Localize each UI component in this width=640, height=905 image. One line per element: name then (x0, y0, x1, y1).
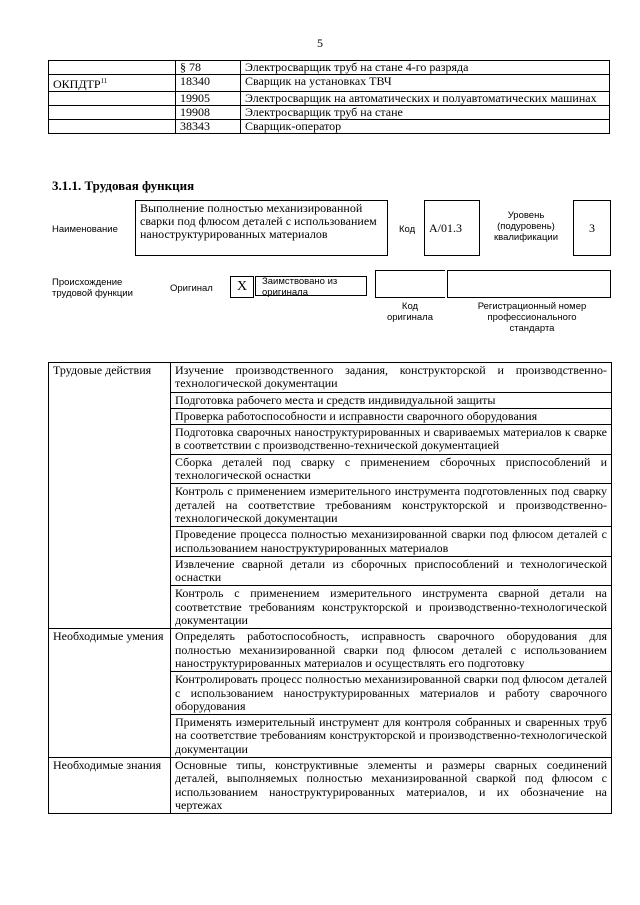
okpdtr-name: Электросварщик труб на стане 4-го разряда (241, 61, 610, 75)
table-row (49, 92, 610, 106)
okpdtr-label: ОКПДТР (53, 77, 101, 91)
function-code-box: A/01.3 (424, 200, 480, 256)
function-name-box: Выполнение полностью механизированной сварки под флюсом деталей с использованием наноструктурированных материалов (135, 200, 388, 256)
okpdtr-code: 19905 (176, 92, 241, 106)
function-content-table (48, 362, 612, 814)
list-item: Контроль с применением измерительного инструмента сварной детали на соответствие требованиям конструкторской и производственно-технологической документации (171, 586, 612, 629)
list-item: Проведение процесса полностью механизированной сварки под флюсом деталей с использованием наноструктурированных материалов (171, 527, 612, 557)
page-number: 5 (317, 36, 323, 50)
list-item: Основные типы, конструктивные элементы и размеры сварных соединений деталей, выполняемых полностью механизированной сваркой под флюсом с использованием наноструктурированных материалов, и их обозначение на чертежах (171, 758, 612, 814)
table-row (49, 106, 610, 120)
okpdtr-label-cell (49, 92, 176, 106)
table-row (49, 120, 610, 134)
list-item: Контроль с применением измерительного инструмента подготовленных под сварку деталей на соответствие требованиям конструкторской и производственно-технологической документации (171, 484, 612, 527)
level-label: Уровень (подуровень) квалификации (493, 210, 559, 243)
okpdtr-code: 38343 (176, 120, 241, 134)
okpdtr-label-cell (49, 75, 176, 92)
original-mark: X (230, 276, 254, 298)
code-original-box (375, 270, 445, 298)
level-box: 3 (573, 200, 611, 256)
list-item: Контролировать процесс полностью механизированной сварки под флюсом деталей с использованием наноструктурированных материалов и работу сварочного оборудования (171, 672, 612, 715)
okpdtr-code: 19908 (176, 106, 241, 120)
origin-label: Происхождение трудовой функции (52, 277, 133, 299)
category-cell: Необходимые знания (49, 758, 171, 814)
okpdtr-footnote: 11 (100, 77, 108, 85)
table-row (49, 629, 612, 672)
okpdtr-code: 18340 (176, 75, 241, 92)
table-row (49, 363, 612, 393)
category-cell: Необходимые умения (49, 629, 171, 758)
list-item: Проверка работоспособности и исправности сварочного оборудования (171, 408, 612, 424)
category-cell: Трудовые действия (49, 363, 171, 629)
okpdtr-name: Электросварщик на автоматических и полуавтоматических машинах (241, 92, 610, 106)
original-label: Оригинал (170, 283, 213, 294)
name-label: Наименование (52, 224, 118, 235)
okpdtr-table (48, 60, 610, 134)
list-item: Подготовка сварочных наноструктурированных и свариваемых материалов к сварке в соответствии с производственно-технической документацией (171, 425, 612, 455)
okpdtr-code: § 78 (176, 61, 241, 75)
reg-number-label: Регистрационный номер профессионального стандарта (477, 301, 587, 334)
okpdtr-name: Сварщик на установках ТВЧ (241, 75, 610, 92)
table-row (49, 61, 610, 75)
reg-number-box (447, 270, 611, 298)
okpdtr-name: Электросварщик труб на стане (241, 106, 610, 120)
okpdtr-label-cell (49, 61, 176, 75)
list-item: Извлечение сварной детали из сборочных приспособлений и технологической оснастки (171, 556, 612, 586)
okpdtr-label-cell (49, 120, 176, 134)
code-label: Код (399, 224, 416, 235)
table-row (49, 75, 610, 92)
borrowed-label: Заимствовано из оригинала (262, 276, 338, 298)
code-original-label: Код оригинала (386, 301, 433, 323)
list-item: Подготовка рабочего места и средств индивидуальной защиты (171, 392, 612, 408)
list-item: Применять измерительный инструмент для контроля собранных и сваренных труб на соответствие требованиям конструкторской и производственно-технологической документации (171, 715, 612, 758)
list-item: Сборка деталей под сварку с применением сборочных приспособлений и технологической оснастки (171, 454, 612, 484)
section-title: 3.1.1. Трудовая функция (52, 178, 195, 193)
okpdtr-label-cell (49, 106, 176, 120)
okpdtr-name: Сварщик-оператор (241, 120, 610, 134)
table-row (49, 758, 612, 814)
list-item: Определять работоспособность, исправность сварочного оборудования для полностью механизированной сварки под флюсом деталей с использованием наноструктурированных материалов и осуществлять его подготовку (171, 629, 612, 672)
list-item: Изучение производственного задания, конструкторской и производственно-технологической документации (171, 363, 612, 393)
